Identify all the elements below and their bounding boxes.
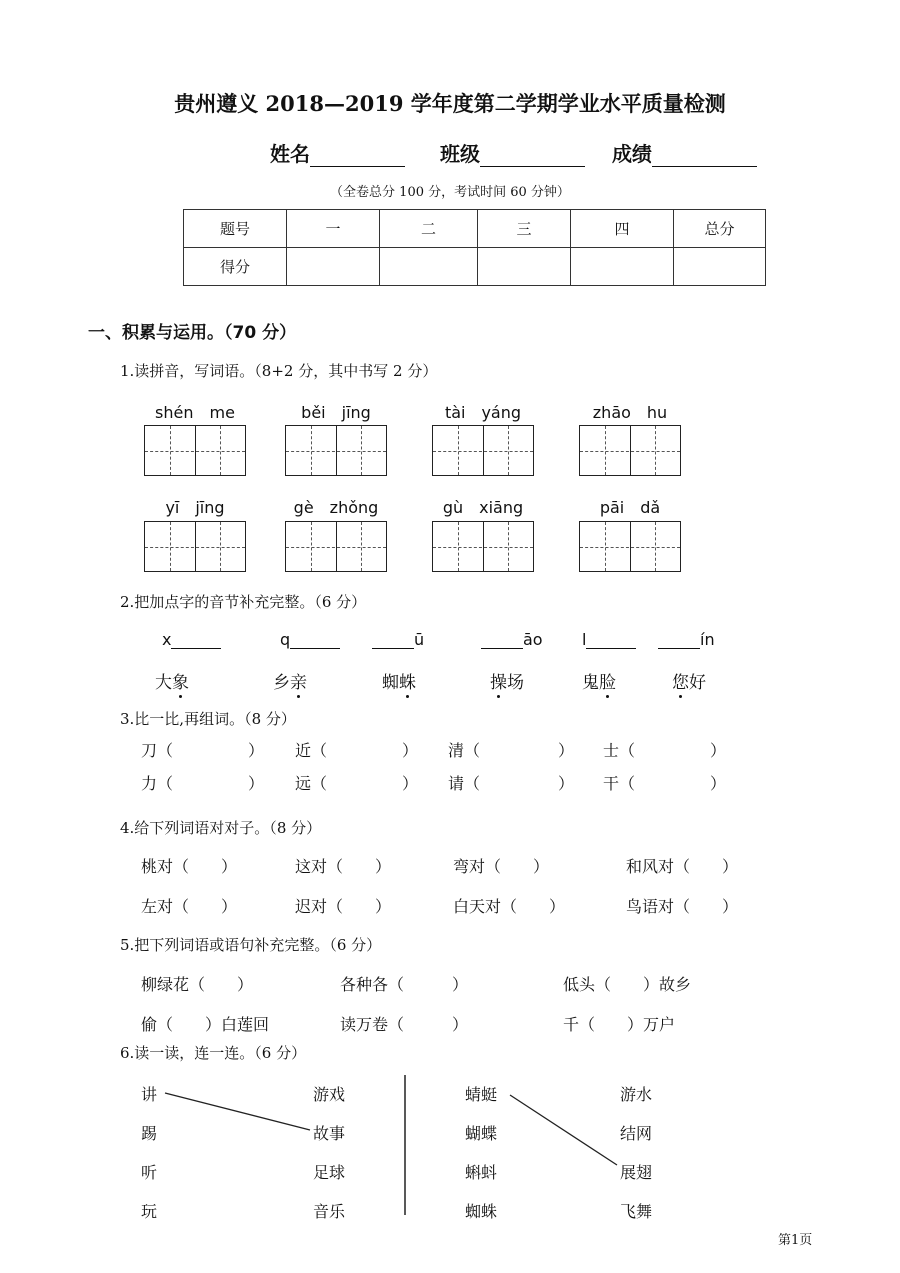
match-item[interactable]: 踢 — [141, 1124, 158, 1143]
question-3-prompt: 3.比一比,再组词。（8 分） — [120, 710, 296, 728]
syllable-prefix: x — [162, 630, 172, 649]
pinyin-label: tài yáng — [444, 403, 522, 422]
compare-char: 远（ — [295, 774, 328, 793]
word-char: 大 — [155, 673, 172, 693]
word-char: 蛛 — [399, 668, 416, 693]
pair-item[interactable]: 和风对（ ） — [626, 857, 739, 876]
match-line — [510, 1095, 617, 1165]
name-label: 姓名 — [270, 142, 310, 166]
match-item[interactable]: 蜘蛛 — [465, 1202, 498, 1221]
match-item[interactable]: 蜻蜓 — [465, 1085, 498, 1104]
word-char: 操 — [490, 668, 507, 693]
word-char: 好 — [689, 673, 706, 693]
word-char: 鬼 — [582, 673, 599, 693]
question-4-prompt: 4.给下列词语对对子。（8 分） — [120, 819, 322, 837]
match-item[interactable]: 玩 — [141, 1202, 158, 1221]
table-cell: 四 — [571, 210, 674, 248]
close-paren: ） — [558, 741, 575, 760]
syllable-suffix: āo — [523, 630, 543, 649]
pair-item[interactable]: 鸟语对（ ） — [626, 897, 739, 916]
question-2-prompt: 2.把加点字的音节补充完整。（6 分） — [120, 593, 367, 611]
pinyin-label: yī jīng — [165, 498, 225, 517]
match-item[interactable]: 足球 — [313, 1163, 346, 1182]
word-char: 象 — [172, 668, 189, 693]
pair-item[interactable]: 这对（ ） — [295, 857, 392, 876]
completion-item[interactable]: 偷（ ）白莲回 — [141, 1015, 270, 1034]
completion-item[interactable]: 各种各（ ） — [340, 975, 469, 994]
pinyin-label: zhāo hu — [592, 403, 668, 422]
section-heading: 一、积累与运用。（70 分） — [88, 323, 297, 343]
match-item[interactable]: 游水 — [620, 1085, 653, 1104]
match-line — [165, 1093, 310, 1130]
pair-item[interactable]: 迟对（ ） — [295, 897, 392, 916]
match-item[interactable]: 游戏 — [313, 1085, 346, 1104]
pair-item[interactable]: 弯对（ ） — [453, 857, 550, 876]
close-paren: ） — [710, 741, 727, 760]
table-cell: 三 — [478, 210, 571, 248]
close-paren: ） — [248, 741, 265, 760]
match-item[interactable]: 蝴蝶 — [465, 1124, 498, 1143]
syllable-prefix: q — [280, 630, 291, 649]
syllable-suffix: ín — [700, 630, 715, 649]
compare-char: 清（ — [448, 741, 481, 760]
match-item[interactable]: 音乐 — [313, 1202, 346, 1221]
compare-char: 近（ — [295, 741, 328, 760]
syllable-suffix: ū — [414, 630, 425, 649]
question-1-prompt: 1.读拼音，写词语。（8+2 分，其中书写 2 分） — [120, 362, 438, 380]
table-cell: 题号 — [184, 210, 287, 248]
match-item[interactable]: 展翅 — [620, 1163, 653, 1182]
pair-item[interactable]: 白天对（ ） — [453, 897, 566, 916]
completion-item[interactable]: 低头（ ）故乡 — [563, 975, 692, 994]
pinyin-label: běi jīng — [301, 403, 371, 422]
score-label: 成绩 — [611, 142, 652, 166]
compare-char: 力（ — [141, 774, 174, 793]
close-paren: ） — [402, 741, 419, 760]
compare-char: 士（ — [603, 741, 636, 760]
word-char: 亲 — [290, 668, 307, 693]
table-cell: 总分 — [674, 210, 766, 248]
word-char: 您 — [672, 668, 689, 693]
word-char: 蜘 — [382, 673, 399, 693]
pinyin-label: pāi dǎ — [599, 498, 661, 517]
match-item[interactable]: 故事 — [313, 1124, 346, 1143]
completion-item[interactable]: 千（ ）万户 — [563, 1015, 676, 1034]
match-item[interactable]: 讲 — [141, 1085, 158, 1104]
match-item[interactable]: 听 — [141, 1163, 158, 1182]
syllable-prefix: l — [582, 630, 587, 649]
compare-char: 请（ — [448, 774, 481, 793]
match-item[interactable]: 飞舞 — [620, 1202, 653, 1221]
pinyin-label: gè zhǒng — [293, 498, 379, 517]
close-paren: ） — [558, 774, 575, 793]
table-cell: 一 — [287, 210, 380, 248]
close-paren: ） — [710, 774, 727, 793]
pair-item[interactable]: 桃对（ ） — [141, 857, 238, 876]
match-item[interactable]: 蝌蚪 — [465, 1163, 498, 1182]
page-title: 贵州遵义 2018—2019 学年度第二学期学业水平质量检测 — [174, 91, 726, 116]
completion-item[interactable]: 读万卷（ ） — [340, 1015, 469, 1034]
pair-item[interactable]: 左对（ ） — [141, 897, 238, 916]
close-paren: ） — [402, 774, 419, 793]
completion-item[interactable]: 柳绿花（ ） — [141, 975, 254, 994]
pinyin-label: shén me — [155, 403, 235, 422]
word-char: 乡 — [273, 673, 290, 693]
word-char: 场 — [507, 673, 524, 693]
pinyin-label: gù xiāng — [442, 498, 524, 517]
word-char: 脸 — [599, 668, 616, 693]
table-cell: 二 — [380, 210, 478, 248]
question-6-prompt: 6.读一读，连一连。（6 分） — [120, 1044, 307, 1062]
match-item[interactable]: 结网 — [620, 1124, 653, 1143]
page-number: 第1页 — [778, 1233, 813, 1248]
close-paren: ） — [248, 774, 265, 793]
exam-note: （全卷总分 100 分，考试时间 60 分钟） — [330, 185, 570, 200]
class-label: 班级 — [439, 142, 480, 166]
table-cell: 得分 — [184, 248, 287, 286]
compare-char: 干（ — [603, 774, 636, 793]
compare-char: 刀（ — [141, 741, 174, 760]
question-5-prompt: 5.把下列词语或语句补充完整。（6 分） — [120, 936, 382, 954]
